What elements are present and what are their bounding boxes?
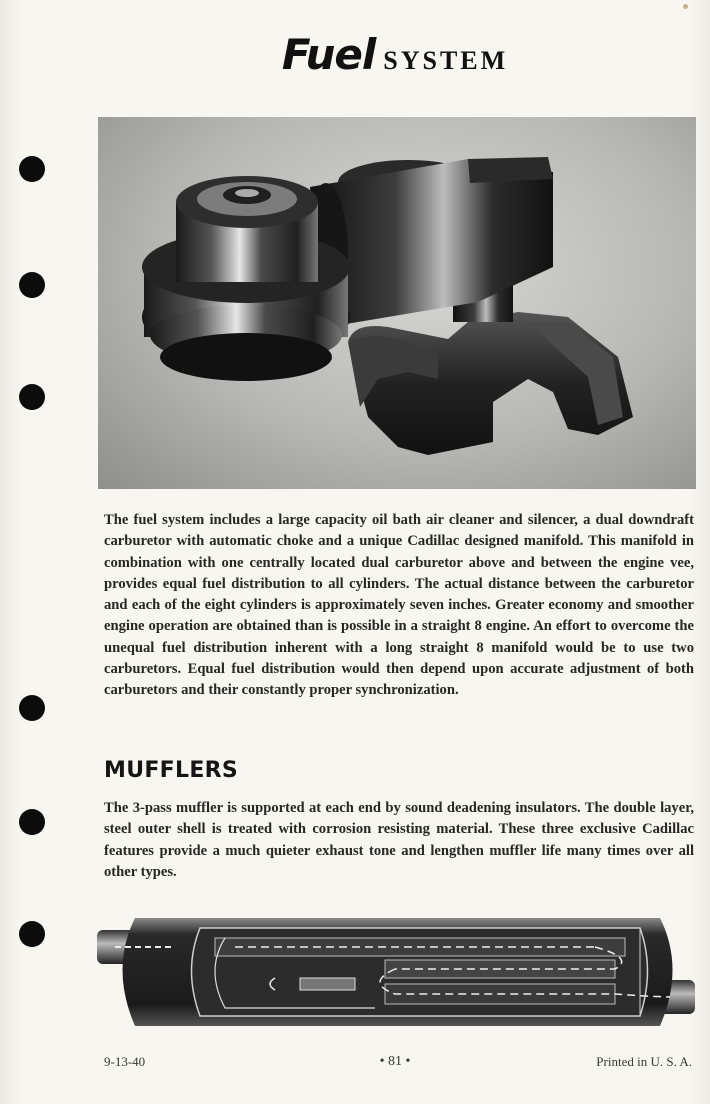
binder-hole — [19, 695, 45, 721]
mufflers-heading: MUFFLERS — [104, 758, 239, 783]
title-subtitle: SYSTEM — [383, 46, 509, 75]
mufflers-paragraph: The 3-pass muffler is supported at each end by sound deadening insulators. The double layer, steel outer shell is treated with corrosion resisting material. These three exclusive Cadillac features provide a much quieter exhaust tone and lengthen muffler life many times over all other types. — [104, 800, 694, 880]
page-number: • 81 • — [379, 1054, 411, 1069]
carburetor-photo — [98, 117, 696, 489]
fuel-system-paragraph: The fuel system includes a large capacity oil bath air cleaner and silencer, a dual downdraft carburetor with automatic choke and a unique Cadillac designed manifold. This manifold in combination with one centrally located dual carburetor above and between the engine vee, provides equal fuel distribution to all cylinders. The actual distance between the carburetor and each of the eight cylinders is approximately seven inches. Greater economy and smoother engine operation are obtained than is possible in a straight 8 engine. An effort to overcome the unequal fuel distribution inherent with a long straight 8 manifold would be to use two carburetors. Equal fuel distribution would then depend upon accurate adjustment of both carburetors and their constantly proper synchronization. — [104, 512, 694, 699]
binder-hole — [19, 272, 45, 298]
muffler-illustration — [95, 908, 697, 1036]
corner-mark — [683, 4, 688, 9]
muffler-cutaway-diagram — [95, 908, 697, 1036]
footer-printed-note: Printed in U. S. A. — [596, 1054, 692, 1069]
title-word: Fuel — [281, 30, 376, 79]
binder-hole — [19, 809, 45, 835]
binder-hole — [19, 921, 45, 947]
binder-hole — [19, 384, 45, 410]
carburetor-illustration — [98, 117, 696, 489]
binder-hole — [19, 156, 45, 182]
page-title — [0, 30, 710, 90]
footer-date: 9-13-40 — [104, 1054, 146, 1069]
